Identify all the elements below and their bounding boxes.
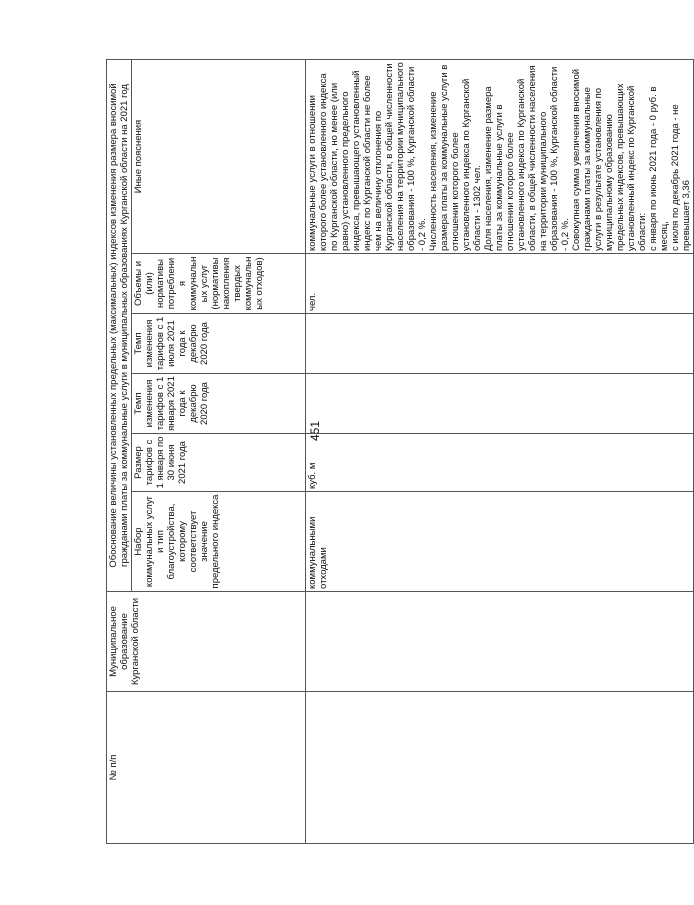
header-rate-july: Темп изменения тарифов с 1 июля 2021 года к декабрю 2020 года bbox=[132, 314, 306, 374]
other-paragraph: Численность населения, изменение размера платы за коммунальные услуги в отношении которого более установленного индекса по Курганской области - 1302 чел. bbox=[428, 64, 483, 251]
cell-volumes: чел. bbox=[306, 254, 694, 314]
other-paragraph: с июля по декабрь 2021 года - не превышает 3,36 bbox=[670, 104, 692, 251]
header-other: Иные пояснения bbox=[132, 60, 306, 254]
cell-service-set: коммунальными отходами bbox=[306, 492, 694, 592]
cell-tariff-size: куб. м bbox=[306, 434, 694, 492]
page-number: 451 bbox=[308, 420, 322, 441]
other-paragraph: коммунальные услуги в отношении которого более установленного индекса по Курганской области, но менее (или равно) установленного предельного индекса, превышающего установленный индекс по Курганской области не более чем на величину отклонения по Курганской области, в общей численности населения на территории муниципального образования - 100 %, Курганской области - 0,2 %. bbox=[307, 62, 428, 251]
other-paragraph: Доля населения, изменение размера платы за коммунальные услуги в отношении которого более установленного индекса по Курганской области, в общей численности населения на территории муниципального образования - 100 %, Курганской области - 0,2 %. bbox=[483, 65, 571, 251]
cell-row-number bbox=[306, 692, 694, 844]
rotated-table-wrapper bbox=[106, 60, 692, 844]
justification-table bbox=[106, 59, 694, 844]
other-paragraph: с января по июнь 2021 года - 0 руб. в месяц, bbox=[648, 86, 670, 251]
header-service-set: Набор коммунальных услуг и тип благоустройства, которому соответствует значение предельного индекса bbox=[132, 492, 306, 592]
table-row bbox=[306, 60, 694, 844]
header-group-title: Обоснование величины установленных предельных (максимальных) индексов изменения размера вносимой гражданами платы за коммунальные услуги в муниципальных образованиях Курганской области на 2021 год bbox=[107, 60, 132, 592]
header-rate-january: Темп изменения тарифов с 1 января 2021 года к декабрю 2020 года bbox=[132, 374, 306, 434]
header-tariff-size: Размер тарифов с 1 января по 30 июня 2021 года bbox=[132, 434, 306, 492]
cell-rate-january bbox=[306, 374, 694, 434]
cell-municipality bbox=[306, 592, 694, 692]
header-volumes: Объемы и (или) нормативы потребления коммунальных услуг (нормативы накопления твердых коммунальных отходов) bbox=[132, 254, 306, 314]
header-row-number: № п/п bbox=[107, 692, 306, 844]
cell-rate-july bbox=[306, 314, 694, 374]
header-municipality: Муниципальное образование Курганской области bbox=[107, 592, 306, 692]
other-paragraph: Совокупная сумма увеличения вносимой гражданами платы за коммунальные услуги в результате установления по муниципальному образованию предельных индексов, превышающих установленный индекс по Курганской области: bbox=[571, 68, 648, 251]
cell-other bbox=[306, 60, 694, 254]
